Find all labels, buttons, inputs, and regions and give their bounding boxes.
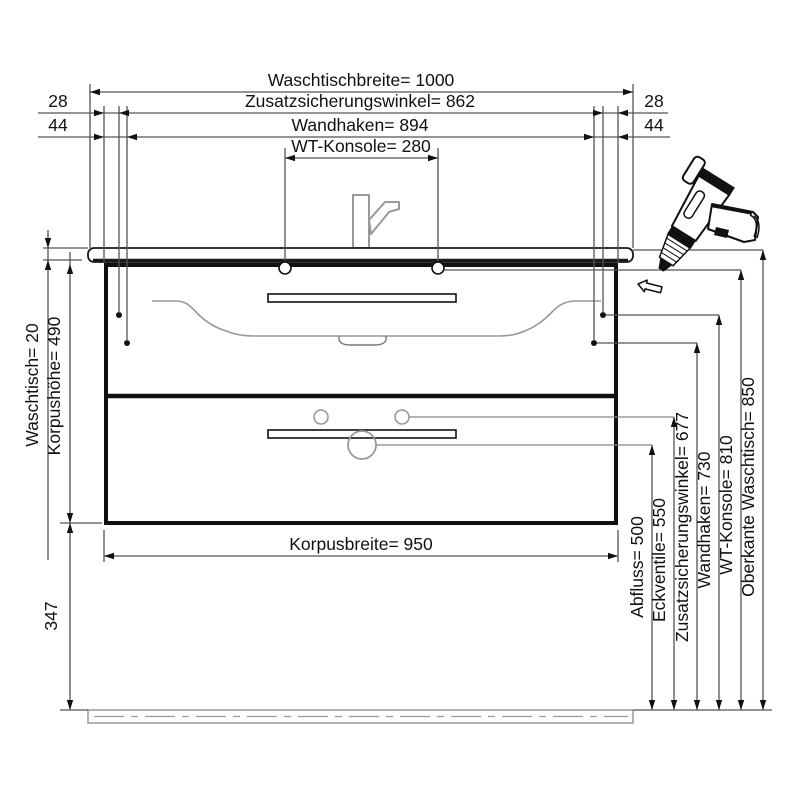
dim-wt-konsole-top: WT-Konsole= 280 [291, 136, 431, 156]
cabinet-body [106, 265, 616, 523]
dim-waschtischbreite: Waschtischbreite= 1000 [267, 70, 455, 90]
dim-oberkante-waschtisch: Oberkante Waschtisch= 850 [738, 377, 758, 597]
bottom-dimension [104, 530, 618, 562]
dim-eckventile: Eckventile= 550 [649, 497, 669, 623]
screw-arrow-icon [637, 278, 663, 295]
dim-offset-right-28: 28 [644, 91, 664, 111]
dim-wandhaken-top: Wandhaken= 894 [291, 115, 429, 135]
konsole-bolt-left [279, 262, 291, 274]
left-dimensions [22, 230, 102, 710]
dim-korpushoehe: Korpushöhe= 490 [44, 316, 64, 456]
dim-zusatzsicherungswinkel-right: Zusatzsicherungswinkel= 677 [672, 411, 692, 643]
dim-korpusbreite: Korpusbreite= 950 [289, 534, 433, 554]
countertop [88, 248, 633, 262]
dim-offset-right-44: 44 [644, 115, 664, 135]
dim-wt-konsole-right: WT-Konsole= 810 [716, 435, 736, 575]
dim-offset-left-44: 44 [48, 115, 68, 135]
faucet-icon [353, 195, 399, 248]
dim-abfluss: Abfluss= 500 [627, 516, 647, 618]
konsole-bolt-right [432, 262, 444, 274]
dim-offset-left-28: 28 [48, 91, 68, 111]
dim-zusatzsicherungswinkel-top: Zusatzsicherungswinkel= 862 [244, 91, 476, 111]
dim-wandhaken-right: Wandhaken= 730 [694, 451, 714, 589]
floor [88, 710, 633, 723]
dim-347: 347 [41, 601, 61, 631]
drill-icon [635, 155, 759, 280]
dim-waschtisch-left: Waschtisch= 20 [22, 323, 42, 447]
upper-drawer-handle-groove [268, 294, 456, 302]
